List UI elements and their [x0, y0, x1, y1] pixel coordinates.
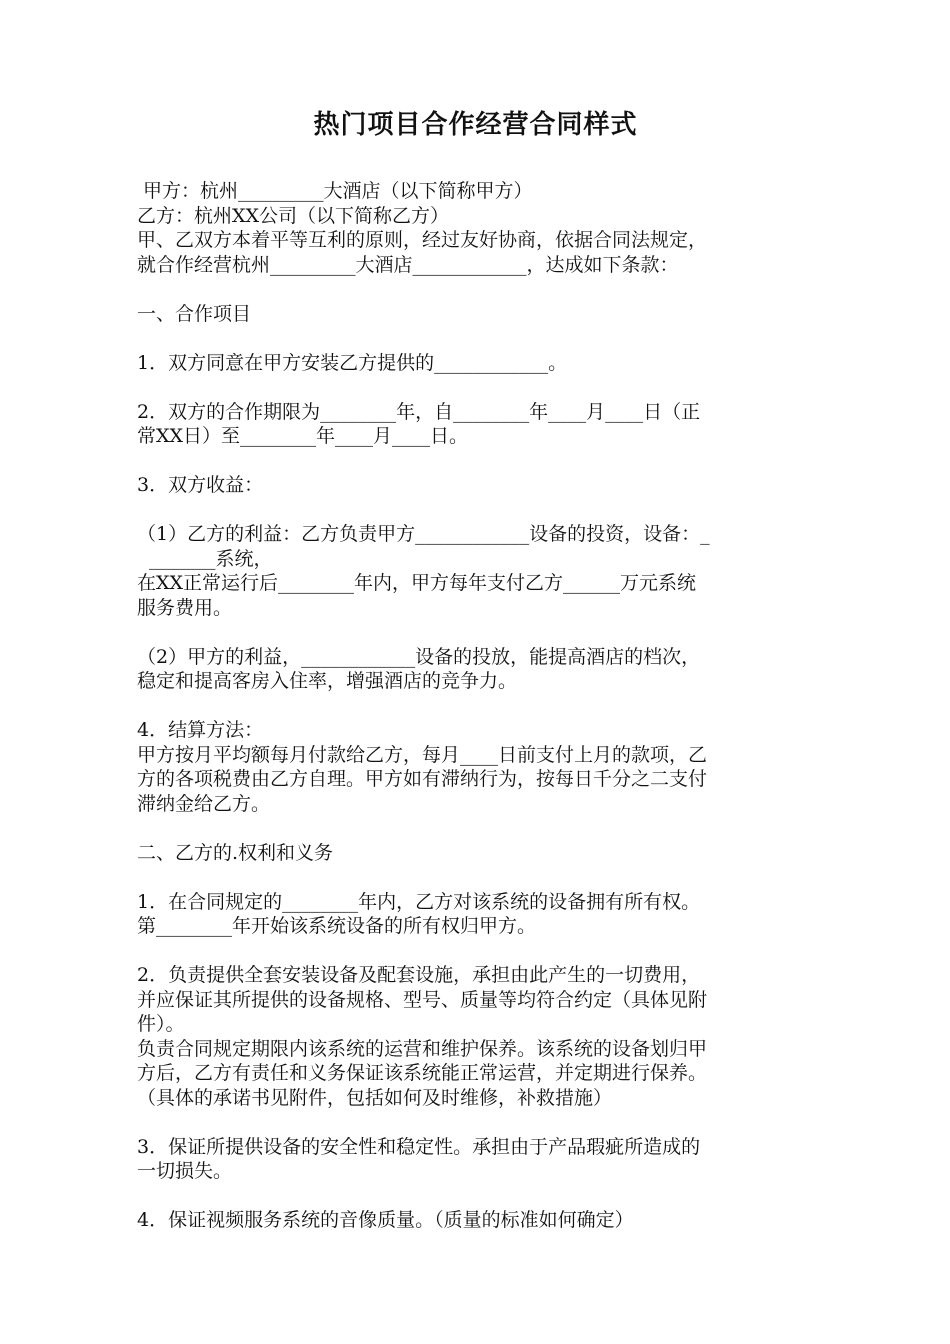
clause-line: （1）乙方的利益：乙方负责甲方____________设备的投资，设备：_: [137, 523, 710, 545]
preamble-line: 就合作经营杭州_________大酒店____________，达成如下条款：: [137, 253, 679, 276]
clause-line: 常XX日）至________年____月____日。: [137, 425, 469, 447]
paragraph-gap: [137, 694, 814, 719]
document-body: [137, 179, 814, 1233]
paragraph-gap: [137, 498, 814, 523]
clause-line: _______系统，: [149, 547, 273, 570]
document-title: 热门项目合作经营合同样式: [313, 110, 638, 140]
clause-line: 2．负责提供全套安装设备及配套设施，承担由此产生的一切费用，: [137, 964, 701, 986]
preamble-line: 甲、乙双方本着平等互利的原则，经过友好协商，依据合同法规定，: [137, 229, 708, 251]
paragraph-gap: [137, 449, 814, 474]
paragraph-gap: [137, 277, 814, 302]
paragraph-gap: [137, 816, 814, 841]
clause-line: 1．在合同规定的________年内，乙方对该系统的设备拥有所有权。: [137, 890, 701, 913]
clause-line: 4．保证视频服务系统的音像质量。（质量的标准如何确定）: [137, 1209, 634, 1231]
clause-line: （具体的承诺书见附件，包括如何及时维修，补救措施）: [137, 1086, 613, 1109]
clause-line: 4．结算方法：: [137, 719, 264, 741]
paragraph-gap: [137, 939, 814, 964]
clause-line: 甲方按月平均额每月付款给乙方，每月____日前支付上月的款项，乙: [137, 743, 708, 766]
clause-line: （2）甲方的利益，____________设备的投放，能提高酒店的档次，: [137, 645, 701, 668]
paragraph-gap: [137, 620, 814, 645]
section-heading: 二、乙方的.权利和义务: [137, 841, 334, 864]
clause-line: 稳定和提高客房入住率，增强酒店的竞争力。: [137, 670, 518, 692]
clause-line: 3．保证所提供设备的安全性和稳定性。承担由于产品瑕疵所造成的: [137, 1135, 701, 1158]
paragraph-gap: [137, 1184, 814, 1209]
paragraph-gap: [137, 326, 814, 351]
clause-line: 1．双方同意在甲方安装乙方提供的____________。: [137, 351, 568, 374]
clause-line: 件）。: [137, 1013, 185, 1035]
clause-line: 在XX正常运行后________年内，甲方每年支付乙方______万元系统: [137, 572, 697, 594]
clause-line: 并应保证其所提供的设备规格、型号、质量等均符合约定（具体见附: [137, 988, 708, 1011]
clause-line: 滞纳金给乙方。: [137, 792, 271, 815]
clause-line: 方的各项税费由乙方自理。甲方如有滞纳行为，按每日千分之二支付: [137, 768, 708, 790]
clause-line: 3．双方收益：: [137, 474, 264, 496]
clause-line: 第________年开始该系统设备的所有权归甲方。: [137, 915, 537, 937]
paragraph-gap: [137, 375, 814, 400]
section-heading: 一、合作项目: [137, 302, 252, 325]
clause-line: 方后，乙方有责任和义务保证该系统能正常运营，并定期进行保养。: [137, 1062, 708, 1084]
clause-line: 负责合同规定期限内该系统的运营和维护保养。该系统的设备划归甲: [137, 1037, 708, 1060]
clause-line: 一切损失。: [137, 1160, 233, 1182]
paragraph-gap: [137, 865, 814, 890]
party-a-line: 甲方：杭州_________大酒店（以下简称甲方）: [137, 180, 533, 202]
clause-line: 2．双方的合作期限为________年，自________年____月____日（正: [137, 400, 701, 423]
clause-line: 服务费用。: [137, 596, 233, 619]
paragraph-gap: [137, 1110, 814, 1135]
party-b-line: 乙方：杭州XX公司（以下简称乙方）: [137, 204, 450, 227]
